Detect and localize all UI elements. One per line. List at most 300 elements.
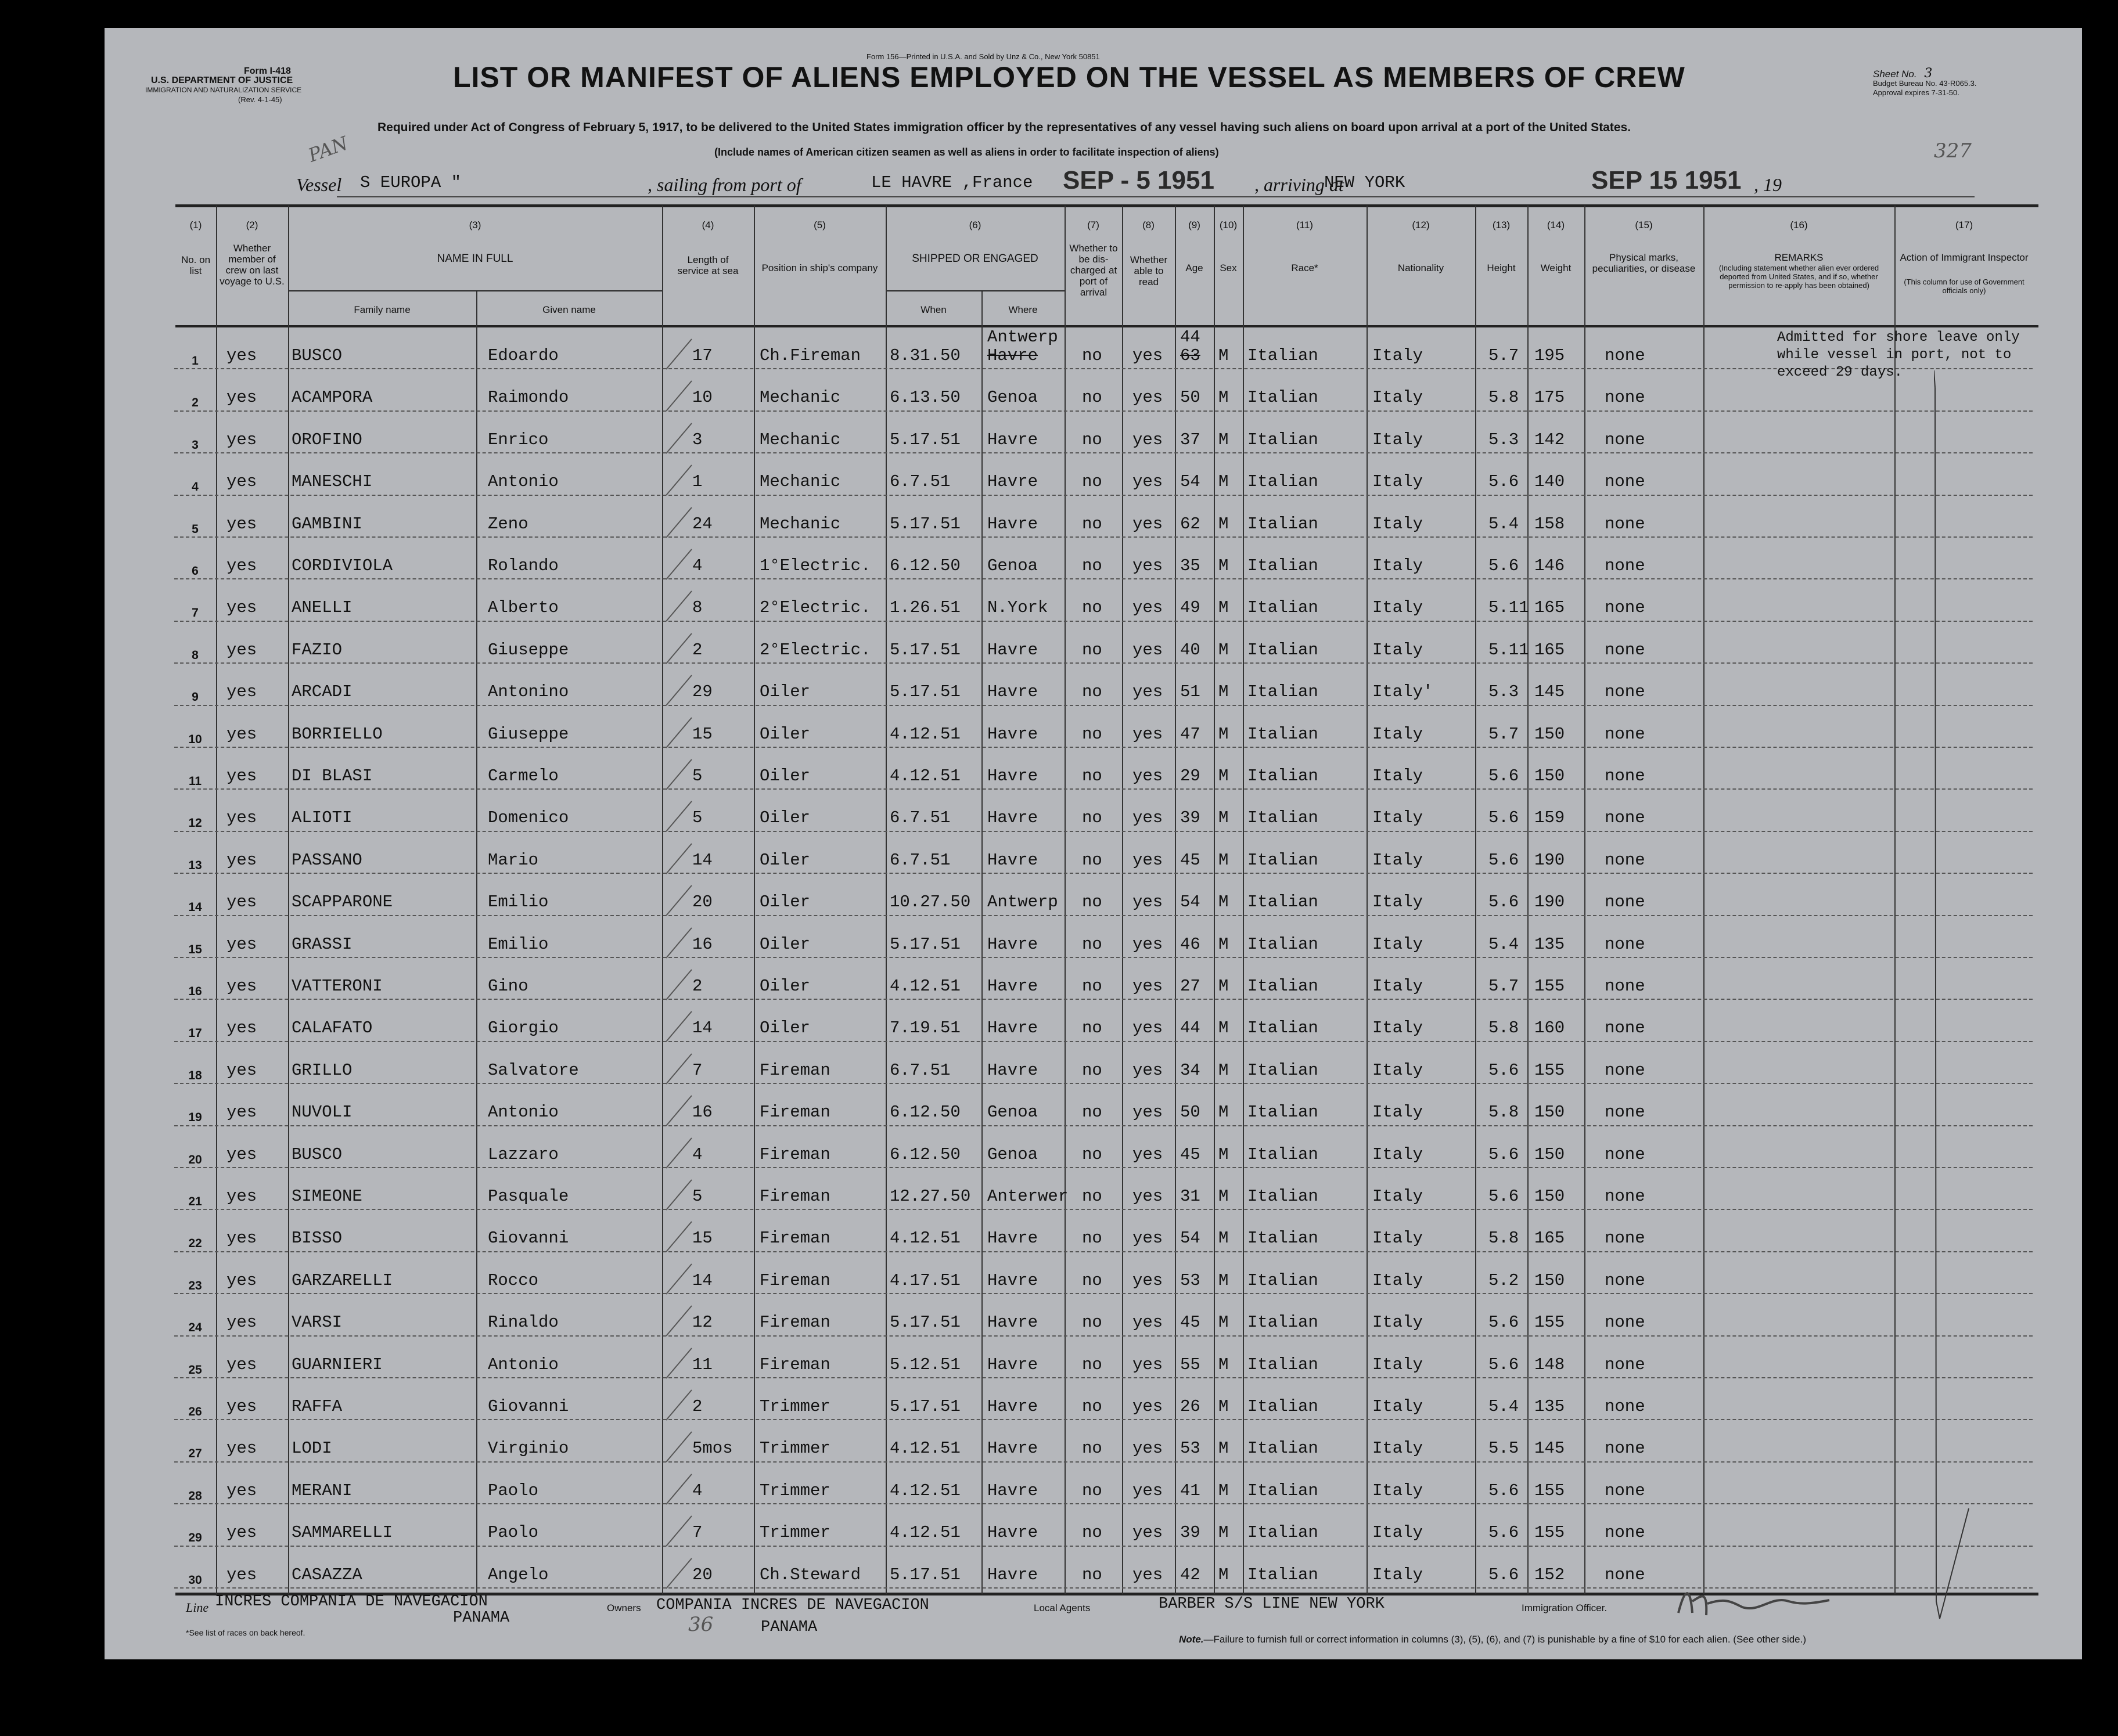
read-cell: yes (1132, 977, 1163, 996)
shipped-where-cell: Havre (987, 850, 1038, 870)
race-cell: Italian (1247, 1060, 1318, 1080)
discharged-cell: no (1082, 514, 1102, 534)
struck-age-cell: 63 (1180, 346, 1200, 365)
age-cell: 40 (1180, 640, 1200, 660)
col-divider (1367, 206, 1368, 1594)
shipped-where-cell: Havre (987, 1481, 1038, 1500)
tick-mark-icon (665, 1472, 694, 1507)
service-cell: 14 (692, 850, 713, 870)
shipped-where-cell: Havre (987, 1060, 1038, 1080)
owners-value-2: PANAMA (761, 1619, 818, 1636)
read-cell: yes (1132, 430, 1163, 449)
family-name-cell: SCAPPARONE (292, 892, 393, 912)
nationality-cell: Italy (1372, 1018, 1423, 1038)
shipped-when-cell: 1.26.51 (890, 598, 961, 618)
age-cell: 53 (1180, 1439, 1200, 1458)
crew-cell: yes (226, 850, 257, 870)
service-cell: 8 (692, 598, 703, 618)
service-cell: 3 (692, 430, 703, 449)
marks-cell: none (1605, 808, 1645, 828)
nationality-cell: Italy (1372, 1397, 1423, 1416)
col-num-6: (6) (969, 219, 981, 230)
col-head-where: Where (1008, 304, 1038, 315)
shipped-where-cell: Havre (987, 1229, 1038, 1248)
shipped-when-cell: 10.27.50 (890, 892, 971, 912)
row-rule (174, 662, 2033, 664)
service-cell: 20 (692, 1565, 713, 1584)
tick-mark-icon (665, 1346, 694, 1381)
age-cell: 49 (1180, 598, 1200, 618)
discharged-cell: no (1082, 1439, 1102, 1458)
row-rule (174, 536, 2033, 538)
height-cell: 5.5 (1488, 1439, 1519, 1458)
family-name-cell: GRILLO (292, 1060, 353, 1080)
read-cell: yes (1132, 808, 1163, 828)
height-cell: 5.6 (1488, 766, 1519, 786)
vessel-label: Vessel (296, 174, 342, 195)
read-cell: yes (1132, 1481, 1163, 1500)
crew-cell: yes (226, 556, 257, 575)
remarks-line-3: exceed 29 days. (1777, 365, 1903, 380)
shipped-when-cell: 12.27.50 (890, 1187, 971, 1206)
row-number: 21 (188, 1195, 202, 1208)
discharged-cell: no (1082, 766, 1102, 786)
family-name-cell: FAZIO (292, 640, 343, 660)
row-number: 16 (188, 985, 202, 998)
col-num-16: (16) (1790, 219, 1808, 230)
age-cell: 47 (1180, 724, 1200, 744)
race-cell: Italian (1247, 808, 1318, 828)
given-name-cell: Gino (488, 977, 528, 996)
marks-cell: none (1605, 388, 1645, 408)
position-cell: Oiler (760, 1018, 811, 1038)
family-name-cell: VARSI (292, 1313, 343, 1332)
service-cell: 5 (692, 808, 703, 828)
position-cell: Mechanic (760, 472, 841, 492)
weight-cell: 195 (1534, 346, 1565, 365)
service-cell: 4 (692, 1481, 703, 1500)
crew-cell: yes (226, 1355, 257, 1374)
position-cell: 1°Electric. (760, 556, 871, 575)
tick-mark-icon (665, 967, 694, 1002)
sex-cell: M (1218, 598, 1229, 618)
race-cell: Italian (1247, 1565, 1318, 1584)
given-name-cell: Emilio (488, 892, 549, 912)
nationality-cell: Italy (1372, 1144, 1423, 1164)
row-number: 23 (188, 1278, 202, 1292)
family-name-cell: NUVOLI (292, 1103, 353, 1122)
discharged-cell: no (1082, 472, 1102, 492)
age-cell: 31 (1180, 1187, 1200, 1206)
tick-mark-icon (665, 505, 694, 540)
row-number: 15 (188, 942, 202, 956)
col-head-age: Age (1185, 262, 1203, 273)
weight-cell: 160 (1534, 1018, 1565, 1038)
vessel-underline (337, 196, 1975, 197)
age-cell: 41 (1180, 1481, 1200, 1500)
read-cell: yes (1132, 1187, 1163, 1206)
revision: (Rev. 4-1-45) (238, 95, 282, 104)
given-name-cell: Paolo (488, 1481, 539, 1500)
marks-cell: none (1605, 1018, 1645, 1038)
race-cell: Italian (1247, 1187, 1318, 1206)
family-name-cell: GRASSI (292, 934, 353, 954)
shipped-where-cell: Havre (987, 430, 1038, 449)
position-cell: Oiler (760, 766, 811, 786)
family-name-cell: GAMBINI (292, 514, 362, 534)
given-name-cell: Emilio (488, 934, 549, 954)
discharged-cell: no (1082, 1103, 1102, 1122)
position-cell: Fireman (760, 1313, 830, 1332)
weight-cell: 175 (1534, 388, 1565, 408)
nationality-cell: Italy (1372, 388, 1423, 408)
given-name-cell: Rocco (488, 1270, 539, 1290)
nationality-cell: Italy (1372, 472, 1423, 492)
service-cell: 12 (692, 1313, 713, 1332)
note-text: —Failure to furnish full or correct information in columns (3), (5), (6), and (7) is punishable by a fine of $10 for each alien. (See other side.) (1203, 1634, 1806, 1645)
page-mark: 327 (1934, 139, 1972, 163)
nationality-cell: Italy (1372, 514, 1423, 534)
row-rule (174, 1335, 2033, 1337)
position-cell: Trimmer (760, 1397, 830, 1416)
shipped-where-cell: Havre (987, 1018, 1038, 1038)
service-name: IMMIGRATION AND NATURALIZATION SERVICE (145, 86, 302, 94)
service-cell: 29 (692, 682, 713, 702)
marks-cell: none (1605, 640, 1645, 660)
sex-cell: M (1218, 1481, 1229, 1500)
marks-cell: none (1605, 1270, 1645, 1290)
shipped-where-cell: Antwerp (987, 327, 1058, 347)
family-name-cell: SAMMARELLI (292, 1523, 393, 1543)
col-num-4: (4) (702, 219, 714, 230)
family-name-cell: ANELLI (292, 598, 353, 618)
col-head-when: When (920, 304, 947, 315)
sex-cell: M (1218, 388, 1229, 408)
year-label: , 19 (1754, 174, 1782, 195)
shipped-where-cell: Genoa (987, 1144, 1038, 1164)
line-label: Line (186, 1600, 209, 1615)
marks-cell: none (1605, 1144, 1645, 1164)
row-number: 26 (188, 1405, 202, 1418)
nationality-cell: Italy (1372, 556, 1423, 575)
age-cell: 39 (1180, 808, 1200, 828)
family-name-cell: GARZARELLI (292, 1270, 393, 1290)
given-name-cell: Raimondo (488, 388, 569, 408)
col-head-no: No. on list (181, 254, 211, 276)
family-name-cell: SIMEONE (292, 1187, 362, 1206)
row-number: 1 (192, 354, 199, 368)
marks-cell: none (1605, 724, 1645, 744)
shipped-when-cell: 6.12.50 (890, 556, 961, 575)
height-cell: 5.6 (1488, 808, 1519, 828)
col-divider (1243, 206, 1244, 1594)
race-cell: Italian (1247, 388, 1318, 408)
sex-cell: M (1218, 1060, 1229, 1080)
weight-cell: 155 (1534, 977, 1565, 996)
crew-cell: yes (226, 977, 257, 996)
subtitle: Required under Act of Congress of February 5, 1917, to be delivered to the United States immigration officer by the representatives of any vessel having such aliens on board upon arrival at a port of the United States. (377, 121, 1631, 134)
col-head-position: Position in ship's company (761, 262, 878, 273)
race-cell: Italian (1247, 1397, 1318, 1416)
arrival-stamp: SEP 15 1951 (1591, 166, 1742, 195)
fine-note (1179, 1634, 1806, 1645)
remarks-line-1: Admitted for shore leave only (1777, 330, 2020, 345)
row-rule (174, 1377, 2033, 1378)
shipped-where-cell: Havre (987, 682, 1038, 702)
shipped-where-cell: Genoa (987, 1103, 1038, 1122)
marks-cell: none (1605, 598, 1645, 618)
weight-cell: 135 (1534, 934, 1565, 954)
marks-cell: none (1605, 766, 1645, 786)
service-cell: 1 (692, 472, 703, 492)
age-cell: 44 (1180, 327, 1200, 347)
tick-mark-icon (665, 757, 694, 792)
crew-cell: yes (226, 514, 257, 534)
col-divider (1065, 206, 1066, 1594)
position-cell: Ch.Steward (760, 1565, 861, 1584)
shipped-when-cell: 5.17.51 (890, 934, 961, 954)
shipped-where-cell: Havre (987, 1355, 1038, 1374)
row-rule (174, 1293, 2033, 1294)
col-divider (288, 206, 289, 1594)
row-rule (174, 1461, 2033, 1463)
row-number: 5 (192, 522, 199, 536)
age-cell: 39 (1180, 1523, 1200, 1543)
nationality-cell: Italy (1372, 1355, 1423, 1374)
col-divider (1214, 206, 1215, 1594)
given-name-cell: Antonio (488, 1103, 559, 1122)
owners-value: COMPANIA INCRES DE NAVEGACION (656, 1597, 929, 1614)
tick-mark-icon (665, 1136, 694, 1170)
age-cell: 50 (1180, 388, 1200, 408)
sex-cell: M (1218, 1397, 1229, 1416)
approval-expiry: Approval expires 7-31-50. (1873, 88, 1959, 97)
crew-cell: yes (226, 388, 257, 408)
crew-cell: yes (226, 1060, 257, 1080)
shipped-where-cell: Havre (987, 977, 1038, 996)
given-name-cell: Alberto (488, 598, 559, 618)
family-name-cell: LODI (292, 1439, 332, 1458)
service-cell: 14 (692, 1270, 713, 1290)
col-num-5: (5) (814, 219, 826, 230)
read-cell: yes (1132, 514, 1163, 534)
read-cell: yes (1132, 934, 1163, 954)
crew-cell: yes (226, 1439, 257, 1458)
sex-cell: M (1218, 556, 1229, 575)
nationality-cell: Italy (1372, 1103, 1423, 1122)
discharged-cell: no (1082, 346, 1102, 365)
name-subrule (288, 290, 663, 291)
age-cell: 55 (1180, 1355, 1200, 1374)
shipped-when-cell: 5.17.51 (890, 640, 961, 660)
age-cell: 42 (1180, 1565, 1200, 1584)
age-cell: 45 (1180, 850, 1200, 870)
port-from: LE HAVRE ,France (871, 173, 1033, 192)
shipped-when-cell: 4.12.51 (890, 1229, 961, 1248)
tick-mark-icon (665, 1051, 694, 1086)
tick-mark-icon (665, 799, 694, 834)
given-name-cell: Carmelo (488, 766, 559, 786)
height-cell: 5.3 (1488, 682, 1519, 702)
given-name-cell: Antonio (488, 1355, 559, 1374)
given-name-cell: Giovanni (488, 1229, 569, 1248)
sex-cell: M (1218, 682, 1229, 702)
service-cell: 20 (692, 892, 713, 912)
weight-cell: 155 (1534, 1523, 1565, 1543)
tick-mark-icon (665, 841, 694, 876)
shipped-when-cell: 8.31.50 (890, 346, 961, 365)
row-number: 9 (192, 690, 199, 704)
nationality-cell: Italy (1372, 430, 1423, 449)
crew-cell: yes (226, 1481, 257, 1500)
row-rule (174, 578, 2033, 579)
read-cell: yes (1132, 682, 1163, 702)
age-cell: 62 (1180, 514, 1200, 534)
row-rule (174, 915, 2033, 916)
shipped-where-cell: Havre (987, 640, 1038, 660)
height-cell: 5.6 (1488, 472, 1519, 492)
sheet-number: 3 (1924, 66, 1933, 81)
given-name-cell: Giuseppe (488, 724, 569, 744)
discharged-cell: no (1082, 556, 1102, 575)
read-cell: yes (1132, 598, 1163, 618)
service-cell: 7 (692, 1060, 703, 1080)
row-rule (174, 621, 2033, 622)
shipped-when-cell: 5.17.51 (890, 430, 961, 449)
shipped-when-cell: 7.19.51 (890, 1018, 961, 1038)
service-cell: 4 (692, 1144, 703, 1164)
family-name-cell: CORDIVIOLA (292, 556, 393, 575)
read-cell: yes (1132, 1439, 1163, 1458)
row-number: 8 (192, 648, 199, 662)
given-name-cell: Zeno (488, 514, 528, 534)
height-cell: 5.8 (1488, 1018, 1519, 1038)
col-head-family: Family name (354, 304, 411, 315)
row-number: 10 (188, 732, 202, 746)
shipped-where-cell: Havre (987, 766, 1038, 786)
col-num-10: (10) (1219, 219, 1238, 230)
sex-cell: M (1218, 514, 1229, 534)
tick-mark-icon (665, 925, 694, 960)
marks-cell: none (1605, 1481, 1645, 1500)
row-number: 22 (188, 1237, 202, 1251)
owners-label: Owners (607, 1602, 641, 1613)
family-name-cell: BUSCO (292, 346, 343, 365)
race-cell: Italian (1247, 1229, 1318, 1248)
col-head-sex: Sex (1220, 262, 1237, 273)
crew-cell: yes (226, 346, 257, 365)
read-cell: yes (1132, 388, 1163, 408)
service-cell: 2 (692, 1397, 703, 1416)
nationality-cell: Italy (1372, 977, 1423, 996)
row-rule (174, 1167, 2033, 1168)
race-cell: Italian (1247, 1103, 1318, 1122)
position-cell: Fireman (760, 1144, 830, 1164)
col-divider (886, 206, 887, 1594)
given-name-cell: Rinaldo (488, 1313, 559, 1332)
crew-cell: yes (226, 808, 257, 828)
col-num-2: (2) (246, 219, 258, 230)
vessel-name: S EUROPA " (360, 173, 462, 192)
tick-mark-icon (665, 379, 694, 413)
officer-label: Immigration Officer. (1522, 1602, 1608, 1613)
crew-cell: yes (226, 1144, 257, 1164)
marks-cell: none (1605, 1397, 1645, 1416)
col-head-name: NAME IN FULL (437, 253, 513, 265)
height-cell: 5.6 (1488, 1565, 1519, 1584)
given-name-cell: Angelo (488, 1565, 549, 1584)
service-cell: 15 (692, 1229, 713, 1248)
race-cell: Italian (1247, 682, 1318, 702)
discharged-cell: no (1082, 1270, 1102, 1290)
height-cell: 5.8 (1488, 1229, 1519, 1248)
race-cell: Italian (1247, 556, 1318, 575)
position-cell: Trimmer (760, 1439, 830, 1458)
crew-cell: yes (226, 1565, 257, 1584)
family-name-cell: MANESCHI (292, 472, 373, 492)
row-number: 2 (192, 396, 199, 410)
col-num-15: (15) (1635, 219, 1653, 230)
marks-cell: none (1605, 430, 1645, 449)
crew-cell: yes (226, 598, 257, 618)
race-cell: Italian (1247, 1313, 1318, 1332)
shipped-when-cell: 6.7.51 (890, 808, 951, 828)
col-head-remarks-note: (Including statement whether alien ever ordered deported from United States, and if so, whether permission to re-apply has been obtained) (1718, 264, 1879, 290)
race-cell: Italian (1247, 977, 1318, 996)
position-cell: Fireman (760, 1270, 830, 1290)
budget-bureau: Budget Bureau No. 43-R065.3. (1873, 79, 1977, 88)
family-name-cell: BISSO (292, 1229, 343, 1248)
tick-mark-icon (665, 883, 694, 918)
position-cell: Fireman (760, 1229, 830, 1248)
row-number: 17 (188, 1027, 202, 1040)
crew-cell: yes (226, 430, 257, 449)
remarks-line-2: while vessel in port, not to (1777, 347, 2012, 363)
given-name-cell: Giovanni (488, 1397, 569, 1416)
position-cell: Fireman (760, 1355, 830, 1374)
position-cell: Trimmer (760, 1523, 830, 1543)
marks-cell: none (1605, 934, 1645, 954)
family-name-cell: GUARNIERI (292, 1355, 383, 1374)
height-cell: 5.6 (1488, 1144, 1519, 1164)
shipped-when-cell: 6.12.50 (890, 1144, 961, 1164)
marks-cell: none (1605, 682, 1645, 702)
row-number: 19 (188, 1111, 202, 1125)
discharged-cell: no (1082, 1481, 1102, 1500)
col-num-12: (12) (1412, 219, 1430, 230)
tick-mark-icon (665, 421, 694, 456)
height-cell: 5.7 (1488, 346, 1519, 365)
service-cell: 14 (692, 1018, 713, 1038)
tick-mark-icon (665, 463, 694, 498)
family-name-cell: BORRIELLO (292, 724, 383, 744)
given-name-cell: Domenico (488, 808, 569, 828)
manifest-page (105, 28, 2082, 1659)
given-name-cell: Giorgio (488, 1018, 559, 1038)
crew-cell: yes (226, 682, 257, 702)
row-rule (174, 1546, 2033, 1547)
discharged-cell: no (1082, 1187, 1102, 1206)
family-name-cell: MERANI (292, 1481, 353, 1500)
shipped-when-cell: 6.7.51 (890, 850, 951, 870)
given-name-cell: Mario (488, 850, 539, 870)
crew-cell: yes (226, 1187, 257, 1206)
race-cell: Italian (1247, 892, 1318, 912)
nationality-cell: Italy (1372, 1439, 1423, 1458)
read-cell: yes (1132, 1523, 1163, 1543)
col-divider (662, 206, 663, 1594)
row-number: 28 (188, 1489, 202, 1503)
